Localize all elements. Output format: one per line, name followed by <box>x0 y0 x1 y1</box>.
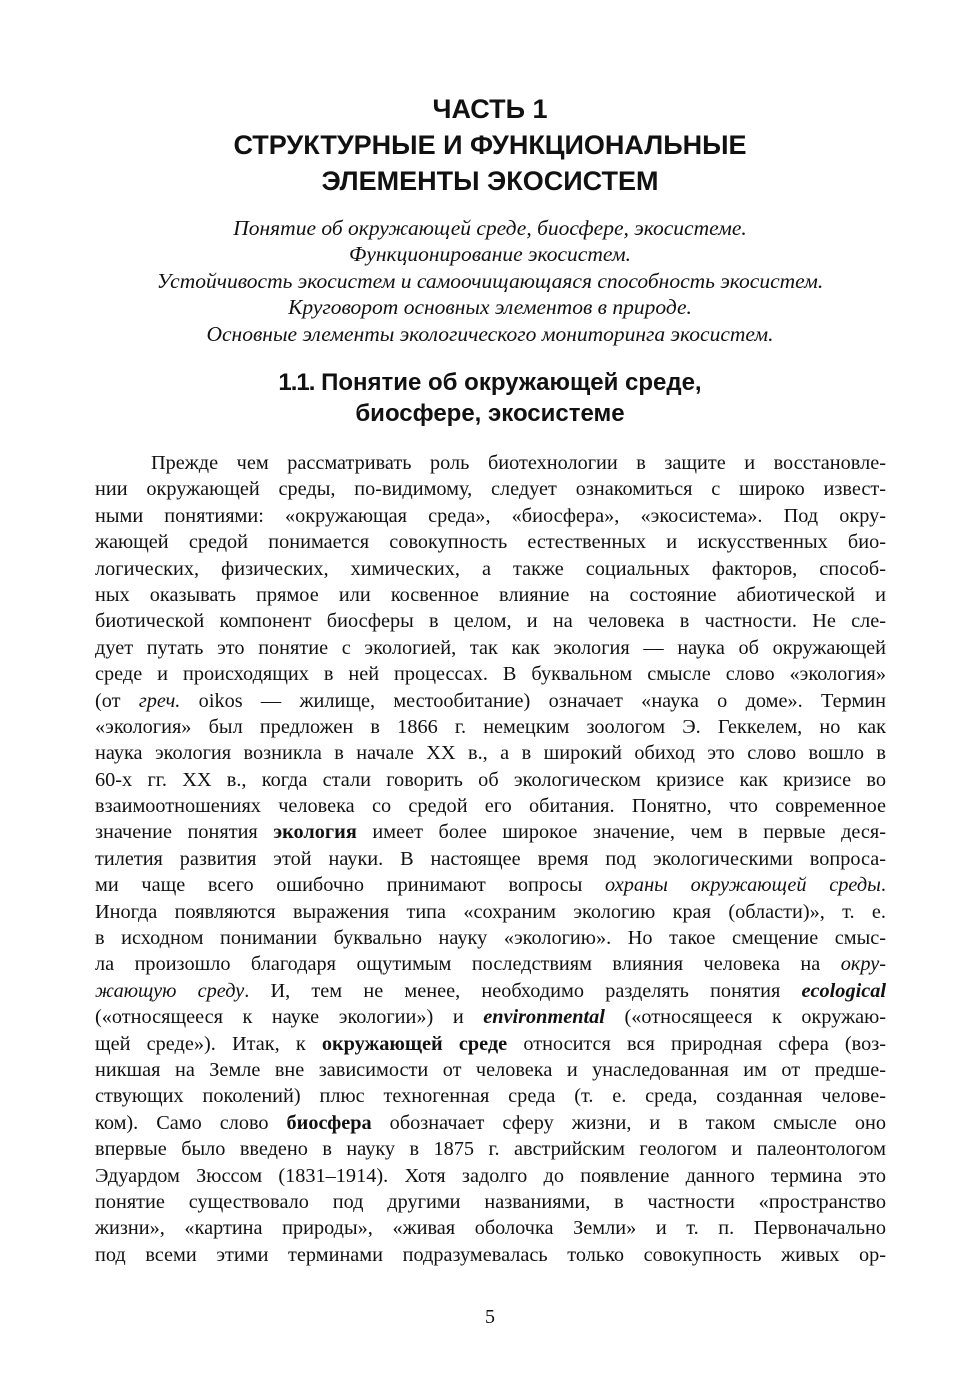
text-segment: относится вся природная сфера (воз- <box>523 1032 886 1055</box>
text-line: биотической компонент биосферы в целом, и на человека в частности. Не сле- <box>95 610 886 633</box>
text-line: Эдуардом Зюссом (1831–1914). Хотя задолго до появление данного термина это <box>95 1164 886 1187</box>
text-line: взаимоотношениях человека со средой его обитания. Понятно, что современное <box>95 795 886 818</box>
text-line: ствующих поколений) плюс техногенная среда (т. е. среда, созданная челове- <box>95 1085 886 1108</box>
text-segment: («относящееся к окружаю- <box>624 1006 886 1029</box>
topic-item: Понятие об окружающей среде, биосфере, экосистеме. <box>233 216 747 240</box>
text-segment: имеет более широкое значение, чем в первые деся- <box>372 821 886 844</box>
bold-term: окружающей среде <box>321 1032 508 1055</box>
part-label: ЧАСТЬ 1 <box>432 94 548 124</box>
text-segment: ми чаще всего ошибочно принимают вопросы <box>95 874 583 897</box>
italic-term: греч. <box>138 689 181 712</box>
text-line: нии окружающей среды, по-видимому, следует ознакомиться с широко извест- <box>95 478 886 501</box>
text-line: среде и происходящих в ней процессах. В буквальном смысле слово «экология» <box>95 663 886 686</box>
text-line: тилетия развития этой науки. В настоящее время под экологическими вопроса- <box>95 847 886 870</box>
text-segment: щей среде»). Итак, к <box>95 1032 306 1055</box>
text-segment: (от <box>95 689 121 712</box>
bold-italic-term: ecological <box>801 979 887 1002</box>
text-segment: . <box>880 874 886 897</box>
text-line: никшая на Земле вне зависимости от человека и унаследованная им от предше- <box>95 1058 886 1081</box>
text-line: 60-х гг. XX в., когда стали говорить об экологическом кризисе как кризисе во <box>95 768 886 791</box>
text-line: жизни», «картина природы», «живая оболочка Земли» и т. п. Первоначально <box>95 1217 886 1240</box>
text-line: наука экология возникла в начале XX в., а в широкий обиход это слово вошло в <box>95 742 886 765</box>
topic-item: Основные элементы экологического мониторинга экосистем. <box>206 321 774 346</box>
text-segment: . И, тем не менее, необходимо разделять понятия <box>244 979 781 1002</box>
text-line <box>95 951 886 977</box>
text-line <box>95 1031 886 1057</box>
text-line <box>95 978 886 1004</box>
text-segment: ком). Само слово <box>95 1111 269 1134</box>
text-line: ных оказывать прямое или косвенное влияние на состояние абиотической и <box>95 583 886 606</box>
text-segment: («относящееся к науке экологии») и <box>95 1006 464 1029</box>
topic-item: Круговорот основных элементов в природе. <box>288 295 692 320</box>
text-line: в исходном понимании буквально науку «экологию». Но такое смещение смыс- <box>95 927 886 950</box>
text-segment: значение понятия <box>95 821 258 844</box>
bold-term: экология <box>273 821 357 844</box>
text-segment: обозначает сферу жизни, и в таком смысле оно <box>389 1111 886 1134</box>
text-line <box>95 1110 886 1136</box>
text-line: Прежде чем рассматривать роль биотехнологии в защите и восстановле- <box>151 452 886 474</box>
text-line: Иногда появляются выражения типа «сохраним экологию края (области)», т. е. <box>95 900 886 923</box>
part-title-line-1: СТРУКТУРНЫЕ И ФУНКЦИОНАЛЬНЫЕ <box>233 130 747 160</box>
text-line: жающей средой понимается совокупность естественных и искусственных био- <box>95 531 886 554</box>
text-line: дует путать это понятие с экологией, так как экология — наука об окружающей <box>95 636 886 659</box>
bold-term: биосфера <box>286 1111 372 1134</box>
bold-italic-term: environmental <box>483 1006 605 1029</box>
text-line: понятие существовало под другими названиями, в частности «пространство <box>95 1190 886 1213</box>
text-line <box>95 819 886 845</box>
italic-term: окру- <box>840 953 886 976</box>
text-line: впервые было введено в науку в 1875 г. австрийским геологом и палеонтологом <box>95 1138 886 1161</box>
part-title-line-2: ЭЛЕМЕНТЫ ЭКОСИСТЕМ <box>321 166 659 196</box>
text-line <box>95 1004 886 1030</box>
text-segment: ла произошло благодаря ощутимым последствиям влияния человека на <box>95 953 821 976</box>
section-number: 1.1. <box>278 369 315 396</box>
text-line <box>95 688 886 714</box>
body-paragraph <box>95 450 886 1268</box>
section-heading <box>0 367 980 429</box>
text-line: ными понятиями: «окружающая среда», «биосфера», «экосистема». Под окру- <box>95 504 886 527</box>
section-title-line-1: Понятие об окружающей среде, <box>321 369 702 396</box>
topic-item: Функционирование экосистем. <box>349 242 631 267</box>
italic-term: жающую среду <box>95 979 245 1002</box>
chapter-topics <box>0 215 980 347</box>
italic-term: охраны окружающей среды <box>605 874 881 897</box>
text-line <box>95 872 886 898</box>
text-line: логических, физических, химических, а также социальных факторов, способ- <box>95 557 886 580</box>
text-line: под всеми этими терминами подразумевалась только совокупность живых ор- <box>95 1243 886 1266</box>
text-line: «экология» был предложен в 1866 г. немецким зоологом Э. Геккелем, но как <box>95 715 886 738</box>
topic-item: Устойчивость экосистем и самоочищающаяся способность экосистем. <box>156 268 824 293</box>
page-number: 5 <box>485 1306 495 1328</box>
section-title-line-2: биосфере, экосистеме <box>355 400 625 427</box>
text-segment: oikos — жилище, местообитание) означает «наука о доме». Термин <box>198 689 886 712</box>
